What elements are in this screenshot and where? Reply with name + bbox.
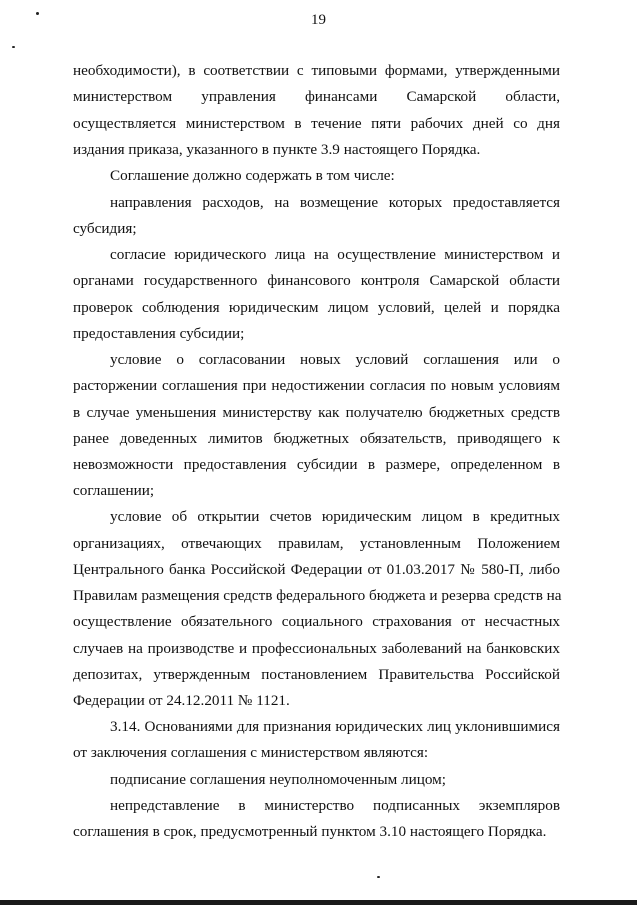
text-line: Центрального банка Российской Федерации от 01.03.2017 № 580-П, либо — [73, 561, 560, 578]
text-line: согласие юридического лица на осуществление министерством и — [110, 246, 560, 263]
scan-speck — [36, 12, 39, 15]
text-line: соглашения в срок, предусмотренный пунктом 3.10 настоящего Порядка. — [73, 823, 547, 840]
text-line: ранее доведенных лимитов бюджетных обязательств, приводящего к — [73, 430, 560, 447]
scan-speck — [12, 46, 15, 48]
text-line: субсидия; — [73, 220, 137, 237]
text-line: организациях, отвечающих правилам, установленным Положением — [73, 535, 560, 552]
text-line: 3.14. Основаниями для признания юридических лиц уклонившимися — [110, 718, 560, 735]
scan-speck — [377, 876, 380, 878]
text-line: органами государственного финансового контроля Самарской области — [73, 272, 560, 289]
text-line: осуществляется министерством в течение пяти рабочих дней со дня — [73, 115, 560, 132]
text-line: соглашении; — [73, 482, 155, 499]
text-line: издания приказа, указанного в пункте 3.9 настоящего Порядка. — [73, 141, 481, 158]
text-line: Соглашение должно содержать в том числе: — [110, 167, 395, 184]
text-line: в случае уменьшения министерству как получателю бюджетных средств — [73, 404, 560, 421]
text-line: проверок соблюдения юридическим лицом условий, целей и порядка — [73, 299, 560, 316]
text-line: невозможности предоставления субсидии в размере, определенном в — [73, 456, 560, 473]
scan-edge-bar — [0, 900, 637, 905]
text-line: подписание соглашения неуполномоченным лицом; — [110, 771, 446, 788]
page-number: 19 — [311, 12, 326, 28]
text-line: Федерации от 24.12.2011 № 1121. — [73, 692, 290, 709]
text-line: направления расходов, на возмещение которых предоставляется — [110, 194, 560, 211]
text-line: расторжении соглашения при недостижении согласия по новым условиям — [73, 377, 560, 394]
text-line: условие об открытии счетов юридическим лицом в кредитных — [110, 508, 560, 525]
text-line: необходимости), в соответствии с типовыми формами, утвержденными — [73, 62, 560, 79]
text-line: предоставления субсидии; — [73, 325, 245, 342]
text-line: непредставление в министерство подписанных экземпляров — [110, 797, 560, 814]
text-line: министерством управления финансами Самарской области, — [73, 88, 560, 105]
text-line: случаев на производстве и профессиональных заболеваний на банковских — [73, 640, 560, 657]
text-line: осуществление обязательного социального страхования от несчастных — [73, 613, 560, 630]
text-line: Правилам размещения средств федерального бюджета и резерва средств на — [73, 587, 562, 604]
text-line: от заключения соглашения с министерством являются: — [73, 744, 429, 761]
text-line: условие о согласовании новых условий соглашения или о — [110, 351, 560, 368]
text-line: депозитах, утвержденным постановлением Правительства Российской — [73, 666, 560, 683]
